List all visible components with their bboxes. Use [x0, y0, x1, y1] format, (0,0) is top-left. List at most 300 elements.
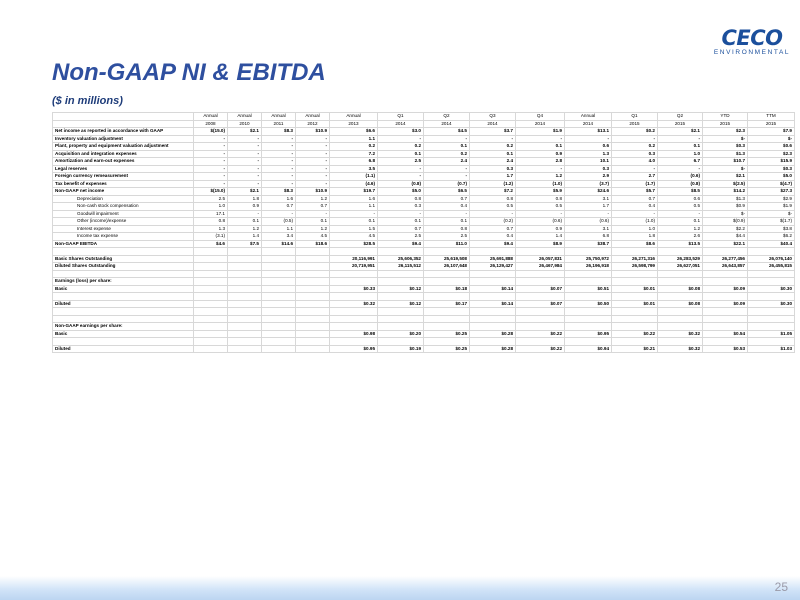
value-cell: $8.9	[516, 240, 565, 248]
column-header-cell: Q1	[612, 113, 658, 121]
column-header-cell: Annual	[228, 113, 262, 121]
value-cell	[470, 293, 516, 301]
value-cell: $0.21	[612, 345, 658, 353]
value-cell	[378, 338, 424, 346]
value-cell: $0.22	[516, 330, 565, 338]
value-cell	[658, 315, 703, 323]
value-cell: $0.50	[565, 300, 612, 308]
value-cell	[470, 278, 516, 286]
value-cell	[470, 338, 516, 346]
row-label-cell: Depreciation	[53, 195, 194, 203]
value-cell: 0.9	[516, 150, 565, 158]
value-cell	[330, 270, 378, 278]
value-cell	[228, 248, 262, 256]
value-cell: 0.5	[658, 203, 703, 211]
value-cell	[262, 248, 296, 256]
value-cell: 2.7	[612, 173, 658, 181]
column-header-cell: 2008	[194, 120, 228, 128]
footer-gradient-bar	[0, 576, 800, 600]
value-cell: 0.2	[424, 150, 470, 158]
value-cell	[262, 315, 296, 323]
value-cell: $0.3	[703, 143, 748, 151]
value-cell	[424, 338, 470, 346]
value-cell	[612, 270, 658, 278]
financial-table	[52, 112, 795, 353]
value-cell	[424, 323, 470, 331]
value-cell	[194, 345, 228, 353]
value-cell: $6.2	[748, 233, 795, 241]
value-cell: $(0.9)	[703, 218, 748, 226]
value-cell	[748, 293, 795, 301]
value-cell: 7.2	[330, 150, 378, 158]
value-cell: -	[228, 173, 262, 181]
value-cell	[703, 270, 748, 278]
value-cell	[194, 300, 228, 308]
value-cell: -	[228, 135, 262, 143]
value-cell: -	[262, 158, 296, 166]
value-cell: 0.3	[565, 165, 612, 173]
value-cell: $7.9	[748, 128, 795, 136]
value-cell	[262, 300, 296, 308]
value-cell: 17.1	[194, 210, 228, 218]
value-cell	[296, 308, 330, 316]
value-cell	[194, 315, 228, 323]
value-cell: $10.9	[296, 188, 330, 196]
value-cell: $(15.0)	[194, 128, 228, 136]
value-cell	[262, 345, 296, 353]
column-header-cell: TTM	[748, 113, 795, 121]
value-cell: $0.95	[565, 330, 612, 338]
table-row	[53, 128, 795, 136]
table-row	[53, 173, 795, 181]
row-label-cell: Non-cash stock compensation	[53, 203, 194, 211]
value-cell	[516, 293, 565, 301]
value-cell: $0.18	[424, 285, 470, 293]
value-cell: -	[262, 150, 296, 158]
value-cell: $0.17	[424, 300, 470, 308]
value-cell: 1.3	[565, 150, 612, 158]
value-cell: 25,691,888	[470, 255, 516, 263]
header-blank-cell	[53, 113, 194, 121]
value-cell	[658, 293, 703, 301]
value-cell: 0.4	[470, 233, 516, 241]
value-cell	[516, 270, 565, 278]
value-cell: 0.7	[612, 195, 658, 203]
value-cell	[228, 255, 262, 263]
column-header-cell: 2015	[612, 120, 658, 128]
value-cell	[703, 278, 748, 286]
table-row	[53, 165, 795, 173]
value-cell	[262, 323, 296, 331]
value-cell	[194, 285, 228, 293]
value-cell: $0.14	[470, 300, 516, 308]
value-cell: 2.5	[424, 233, 470, 241]
value-cell: 0.2	[470, 143, 516, 151]
value-cell: $0.32	[330, 300, 378, 308]
column-header-cell: 2015	[658, 120, 703, 128]
value-cell: $0.01	[612, 300, 658, 308]
value-cell: 0.1	[378, 150, 424, 158]
value-cell: -	[424, 210, 470, 218]
value-cell: $24.6	[565, 188, 612, 196]
table-row	[53, 278, 795, 286]
value-cell: $0.09	[703, 300, 748, 308]
value-cell: -	[378, 210, 424, 218]
value-cell: $3.7	[470, 128, 516, 136]
value-cell	[296, 285, 330, 293]
value-cell: 2.8	[516, 158, 565, 166]
logo-wordmark: CECO	[721, 26, 783, 50]
value-cell: $7.2	[470, 188, 516, 196]
value-cell: 3.1	[565, 225, 612, 233]
value-cell: 26,107,648	[424, 263, 470, 271]
value-cell	[748, 278, 795, 286]
table-row	[53, 195, 795, 203]
value-cell: $(15.0)	[194, 188, 228, 196]
row-label-cell: Legal reserves	[53, 165, 194, 173]
value-cell	[194, 293, 228, 301]
value-cell: -	[262, 135, 296, 143]
value-cell: 20,116,991	[330, 255, 378, 263]
value-cell: 25,750,972	[565, 255, 612, 263]
value-cell	[516, 278, 565, 286]
table-spacer-row	[53, 338, 795, 346]
row-label-cell: Diluted Shares Outstanding	[53, 263, 194, 271]
value-cell: 0.5	[516, 203, 565, 211]
value-cell: 3.4	[262, 233, 296, 241]
value-cell	[424, 315, 470, 323]
value-cell: $40.4	[748, 240, 795, 248]
value-cell	[296, 345, 330, 353]
value-cell: $0.32	[658, 330, 703, 338]
value-cell	[228, 278, 262, 286]
value-cell: $1.9	[748, 203, 795, 211]
value-cell: $(2.5)	[703, 180, 748, 188]
value-cell: -	[296, 165, 330, 173]
value-cell: 26,271,316	[612, 255, 658, 263]
value-cell: $8.6	[612, 240, 658, 248]
value-cell: $2.1	[228, 128, 262, 136]
value-cell: $1.3	[703, 150, 748, 158]
value-cell: 0.3	[612, 150, 658, 158]
value-cell: -	[228, 150, 262, 158]
ceco-logo	[712, 27, 792, 57]
value-cell	[194, 278, 228, 286]
value-cell: -	[612, 210, 658, 218]
value-cell: 1.3	[194, 225, 228, 233]
table-row	[53, 143, 795, 151]
column-header-cell: Annual	[262, 113, 296, 121]
column-header-cell: 2013	[330, 120, 378, 128]
value-cell	[296, 263, 330, 271]
value-cell: -	[228, 210, 262, 218]
column-header-cell: 2014	[565, 120, 612, 128]
table-row	[53, 255, 795, 263]
value-cell: $0.19	[378, 345, 424, 353]
table-row	[53, 345, 795, 353]
value-cell: 26,129,427	[470, 263, 516, 271]
value-cell	[296, 270, 330, 278]
value-cell: $-	[703, 165, 748, 173]
value-cell: 0.1	[228, 218, 262, 226]
row-label-cell: Interest expense	[53, 225, 194, 233]
value-cell: $0.33	[330, 285, 378, 293]
value-cell: $1.05	[748, 330, 795, 338]
column-header-cell: 2015	[703, 120, 748, 128]
value-cell: $0.2	[612, 128, 658, 136]
column-header-cell: Annual	[330, 113, 378, 121]
value-cell: (0.2)	[470, 218, 516, 226]
value-cell: 1.0	[658, 150, 703, 158]
value-cell: $2.3	[703, 128, 748, 136]
value-cell: $9.4	[378, 240, 424, 248]
column-header-cell: Q4	[516, 113, 565, 121]
table-row	[53, 188, 795, 196]
value-cell: $0.07	[516, 300, 565, 308]
value-cell: $13.1	[565, 128, 612, 136]
value-cell: $0.3	[748, 165, 795, 173]
value-cell	[748, 270, 795, 278]
value-cell	[703, 323, 748, 331]
row-label-cell	[53, 293, 194, 301]
value-cell: $0.08	[658, 300, 703, 308]
value-cell: $27.3	[748, 188, 795, 196]
value-cell	[262, 278, 296, 286]
value-cell	[565, 323, 612, 331]
column-header-cell: YTD	[703, 113, 748, 121]
value-cell: (0.5)	[262, 218, 296, 226]
value-cell: $2.9	[748, 195, 795, 203]
value-cell	[228, 323, 262, 331]
value-cell	[658, 270, 703, 278]
row-label-cell	[53, 270, 194, 278]
value-cell: 1.1	[262, 225, 296, 233]
value-cell	[612, 248, 658, 256]
table-row	[53, 158, 795, 166]
value-cell: $0.30	[748, 285, 795, 293]
value-cell	[296, 278, 330, 286]
value-cell	[378, 293, 424, 301]
value-cell	[228, 285, 262, 293]
value-cell: 0.5	[470, 203, 516, 211]
value-cell: -	[330, 210, 378, 218]
value-cell: $0.20	[378, 330, 424, 338]
row-label-cell: Foreign currency remeasurement	[53, 173, 194, 181]
row-label-cell: Basic	[53, 330, 194, 338]
value-cell: $8.3	[262, 128, 296, 136]
value-cell: (3.7)	[565, 180, 612, 188]
page-subtitle: ($ in millions)	[52, 95, 123, 107]
value-cell: (4.6)	[330, 180, 378, 188]
value-cell: $0.30	[748, 300, 795, 308]
value-cell: 1.1	[330, 135, 378, 143]
value-cell: -	[658, 135, 703, 143]
value-cell: $0.12	[378, 285, 424, 293]
value-cell: 0.1	[378, 218, 424, 226]
value-cell: $22.1	[703, 240, 748, 248]
value-cell: $0.08	[658, 285, 703, 293]
value-cell: $8.5	[658, 188, 703, 196]
row-label-cell	[53, 315, 194, 323]
value-cell	[228, 330, 262, 338]
value-cell	[330, 248, 378, 256]
value-cell: $10.7	[703, 158, 748, 166]
value-cell	[194, 323, 228, 331]
value-cell: $0.22	[516, 345, 565, 353]
table-row	[53, 218, 795, 226]
value-cell: -	[378, 173, 424, 181]
value-cell	[470, 308, 516, 316]
value-cell: 2.5	[378, 158, 424, 166]
value-cell	[262, 263, 296, 271]
column-header-cell: 2014	[424, 120, 470, 128]
value-cell: 2.9	[565, 173, 612, 181]
value-cell	[516, 315, 565, 323]
row-label-cell	[53, 248, 194, 256]
value-cell: 26,467,984	[516, 263, 565, 271]
table-row	[53, 210, 795, 218]
value-cell: $0.09	[703, 285, 748, 293]
value-cell: -	[378, 135, 424, 143]
value-cell: $0.9	[703, 203, 748, 211]
value-cell: 1.8	[612, 233, 658, 241]
value-cell	[612, 308, 658, 316]
value-cell: $-	[748, 135, 795, 143]
value-cell: $0.95	[330, 345, 378, 353]
value-cell: $0.32	[658, 345, 703, 353]
value-cell	[565, 278, 612, 286]
table-row	[53, 203, 795, 211]
value-cell: $0.12	[378, 300, 424, 308]
value-cell: -	[424, 173, 470, 181]
value-cell: 2.4	[470, 158, 516, 166]
value-cell	[228, 338, 262, 346]
row-label-cell: Inventory valuation adjustment	[53, 135, 194, 143]
value-cell: 1.2	[658, 225, 703, 233]
value-cell: $0.25	[424, 330, 470, 338]
value-cell: -	[228, 143, 262, 151]
value-cell	[378, 270, 424, 278]
table-row	[53, 323, 795, 331]
row-label-cell: Income tax expense	[53, 233, 194, 241]
value-cell	[565, 308, 612, 316]
value-cell: 0.1	[424, 143, 470, 151]
value-cell	[612, 278, 658, 286]
value-cell: 0.8	[378, 195, 424, 203]
value-cell: 1.6	[330, 195, 378, 203]
column-header-cell: Q1	[378, 113, 424, 121]
value-cell: -	[470, 210, 516, 218]
value-cell: 0.1	[516, 143, 565, 151]
value-cell: -	[194, 135, 228, 143]
column-header-cell: Q2	[658, 113, 703, 121]
value-cell: 2.5	[378, 233, 424, 241]
value-cell	[228, 315, 262, 323]
value-cell: $0.25	[424, 345, 470, 353]
value-cell: $2.1	[228, 188, 262, 196]
value-cell: $-	[703, 135, 748, 143]
value-cell	[296, 255, 330, 263]
value-cell	[424, 270, 470, 278]
value-cell	[194, 308, 228, 316]
value-cell: $18.6	[296, 240, 330, 248]
value-cell: 0.1	[424, 218, 470, 226]
value-cell: $11.0	[424, 240, 470, 248]
value-cell	[378, 308, 424, 316]
value-cell	[658, 278, 703, 286]
value-cell: (0.8)	[378, 180, 424, 188]
value-cell: -	[378, 165, 424, 173]
table-row	[53, 233, 795, 241]
value-cell: -	[228, 165, 262, 173]
value-cell: $15.9	[748, 158, 795, 166]
value-cell	[565, 338, 612, 346]
value-cell: 0.6	[565, 143, 612, 151]
row-label-cell: Diluted	[53, 345, 194, 353]
value-cell: 3.1	[565, 195, 612, 203]
value-cell	[565, 248, 612, 256]
table-header-row	[53, 113, 795, 121]
value-cell: -	[565, 210, 612, 218]
value-cell: -	[516, 210, 565, 218]
value-cell	[330, 338, 378, 346]
table-spacer-row	[53, 308, 795, 316]
value-cell: -	[612, 165, 658, 173]
value-cell: 0.8	[516, 195, 565, 203]
value-cell: -	[194, 180, 228, 188]
row-label-cell: Goodwill impairment	[53, 210, 194, 218]
value-cell: -	[296, 173, 330, 181]
value-cell	[424, 248, 470, 256]
value-cell: 0.1	[296, 218, 330, 226]
value-cell: (0.7)	[424, 180, 470, 188]
value-cell: $5.0	[748, 173, 795, 181]
value-cell: (3.1)	[194, 233, 228, 241]
value-cell: -	[424, 165, 470, 173]
row-label-cell: Non-GAAP net income	[53, 188, 194, 196]
value-cell: 0.8	[194, 218, 228, 226]
value-cell	[262, 308, 296, 316]
value-cell: -	[194, 165, 228, 173]
row-label-cell: Plant, property and equipment valuation adjustment	[53, 143, 194, 151]
value-cell	[470, 323, 516, 331]
table-row	[53, 180, 795, 188]
value-cell: 0.4	[612, 203, 658, 211]
value-cell	[516, 338, 565, 346]
row-label-cell: Non-GAAP EBITDA	[53, 240, 194, 248]
table-spacer-row	[53, 248, 795, 256]
value-cell	[378, 323, 424, 331]
value-cell: $0.28	[470, 345, 516, 353]
value-cell	[330, 293, 378, 301]
value-cell: 26,277,456	[703, 255, 748, 263]
value-cell	[228, 263, 262, 271]
value-cell: -	[470, 135, 516, 143]
value-cell: (1.2)	[470, 180, 516, 188]
value-cell: -	[658, 210, 703, 218]
value-cell	[470, 248, 516, 256]
value-cell: $7.5	[228, 240, 262, 248]
value-cell	[516, 248, 565, 256]
value-cell	[424, 293, 470, 301]
value-cell	[296, 300, 330, 308]
value-cell: $4.5	[424, 128, 470, 136]
value-cell: 2.5	[194, 195, 228, 203]
row-label-cell	[53, 338, 194, 346]
value-cell: -	[516, 135, 565, 143]
value-cell: -	[228, 180, 262, 188]
value-cell	[658, 338, 703, 346]
